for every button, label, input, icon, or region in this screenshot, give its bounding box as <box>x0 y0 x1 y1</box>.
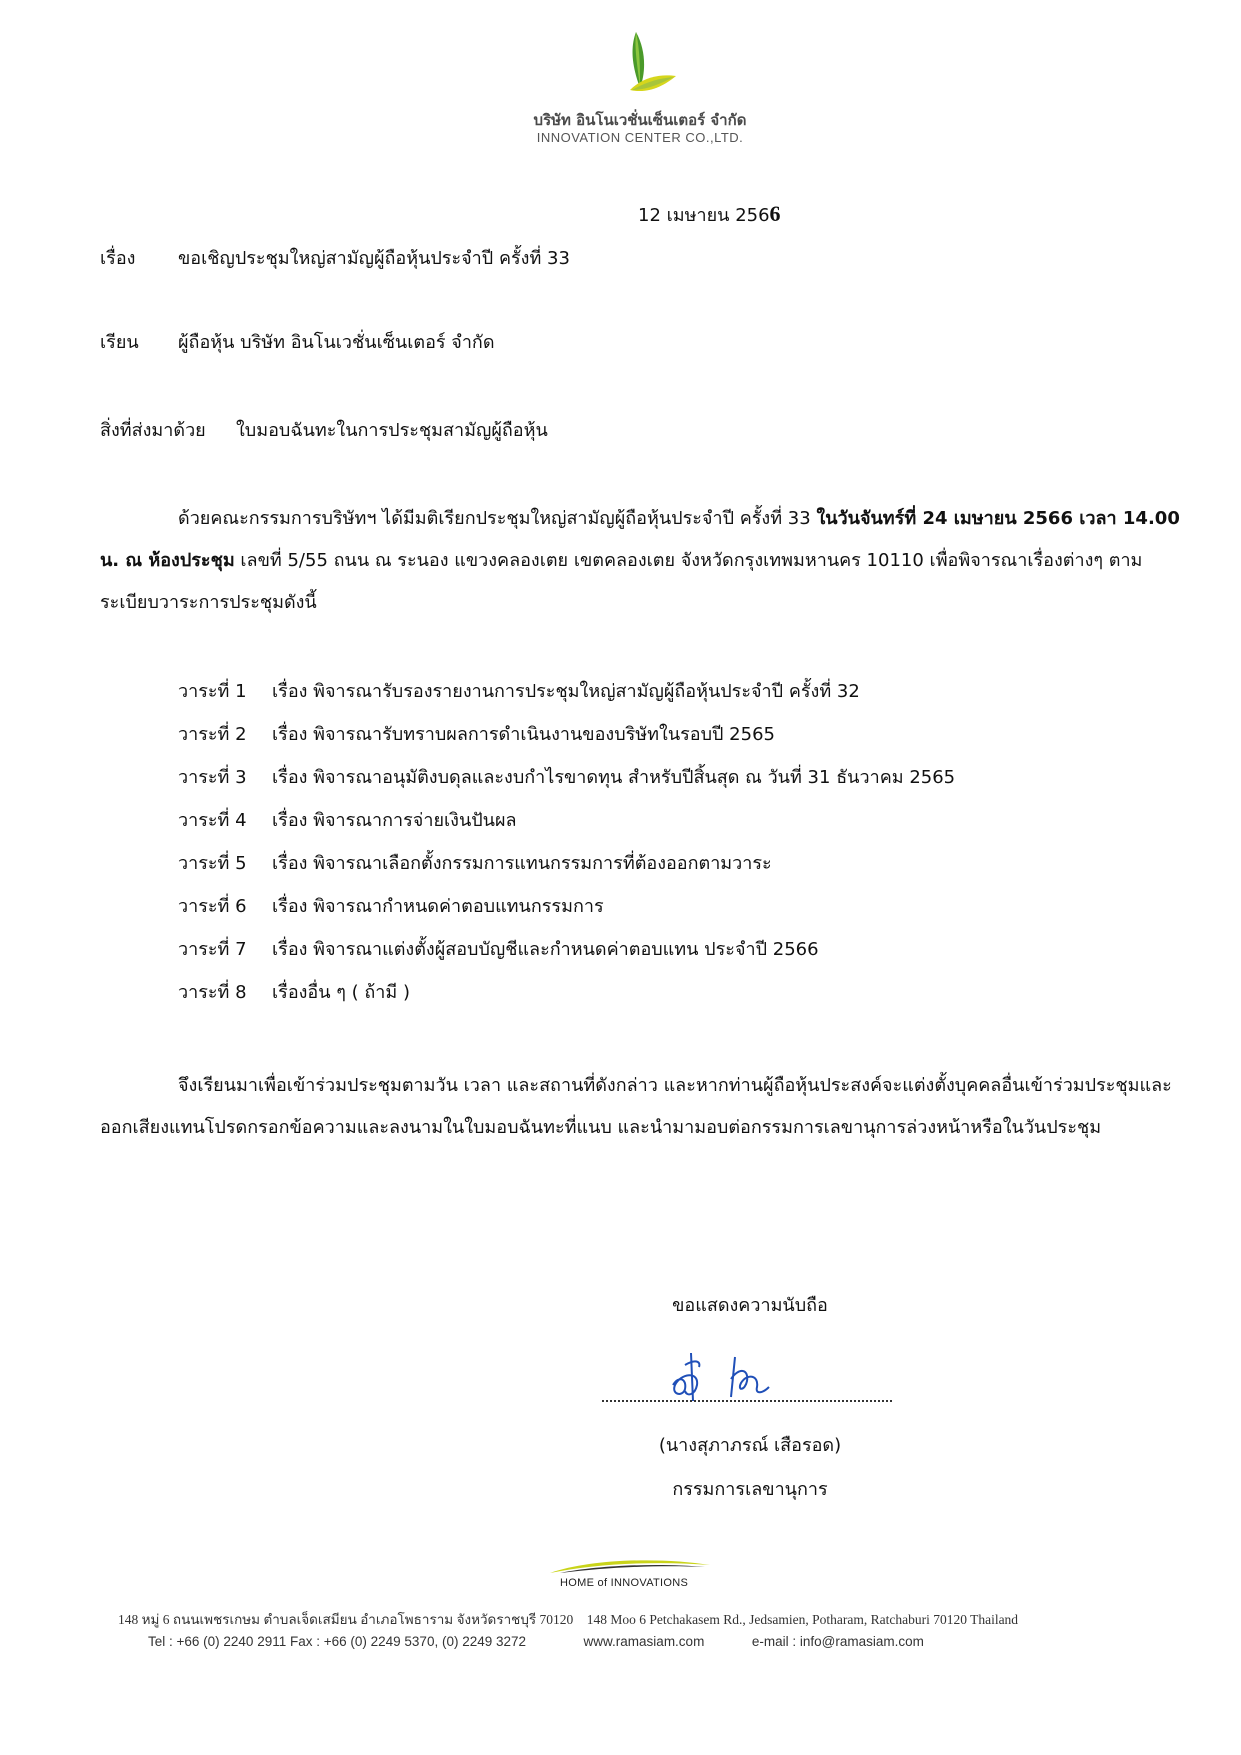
signer-name: (นางสุภาภรณ์ เสือรอด) <box>658 1435 842 1456</box>
footer-address-thai: 148 หมู่ 6 ถนนเพชรเกษม ตำบลเจ็ดเสมียน อำเภอโพธาราม จังหวัดราชบุรี 70120 <box>118 1612 574 1627</box>
footer-tagline: HOME of INNOVATIONS <box>560 1577 689 1589</box>
footer-phone: Tel : +66 (0) 2240 2911 Fax : +66 (0) 2249 5370, (0) 2249 3272 <box>148 1634 527 1649</box>
signature-image <box>665 1345 805 1405</box>
agenda-item-text: เรื่อง พิจารณากำหนดค่าตอบแทนกรรมการ <box>272 896 604 917</box>
signature-line <box>602 1400 892 1402</box>
enclosure-label: สิ่งที่ส่งมาด้วย <box>100 420 206 441</box>
leaf-logo-icon <box>610 30 680 110</box>
agenda-item-text: เรื่อง พิจารณาการจ่ายเงินปันผล <box>272 810 517 831</box>
to-text: ผู้ถือหุ้น บริษัท อินโนเวชั่นเซ็นเตอร์ จำกัด <box>178 332 495 353</box>
agenda-item-text: เรื่อง พิจารณาแต่งตั้งผู้สอบบัญชีและกำหนดค่าตอบแทน ประจำปี 2566 <box>272 939 819 960</box>
company-logo <box>520 30 760 160</box>
agenda-item <box>178 670 955 713</box>
letter-date <box>638 200 781 229</box>
footer-contact <box>148 1634 924 1649</box>
agenda-item-text: เรื่อง พิจารณารับทราบผลการดำเนินงานของบริษัทในรอบปี 2565 <box>272 724 775 745</box>
agenda-item-number: วาระที่ 6 <box>178 896 247 917</box>
to-label: เรียน <box>100 332 139 353</box>
company-name-english: INNOVATION CENTER CO.,LTD. <box>536 130 744 145</box>
letter-date-last-digit: 6 <box>769 201 781 226</box>
body-p1-location: เลขที่ 5/55 ถนน ณ ระนอง แขวงคลองเตย เขตคลองเตย จังหวัดกรุงเทพมหานคร 10110 เพื่อพิจารณาเรื่องต่างๆ ตามระเบียบวาระการประชุมดังนี้ <box>100 550 1143 613</box>
agenda-item-number: วาระที่ 4 <box>178 810 247 831</box>
body-p1-meeting-datetime: ในวันจันทร์ที่ 24 เมษายน 2566 เวลา 14.00 น. ณ ห้องประชุม <box>100 508 1180 571</box>
footer-address <box>118 1608 1018 1630</box>
agenda-item-text: เรื่อง พิจารณาอนุมัติงบดุลและงบกำไรขาดทุน สำหรับปีสิ้นสุด ณ วันที่ 31 ธันวาคม 2565 <box>272 767 956 788</box>
closing-text: ขอแสดงความนับถือ <box>672 1295 828 1316</box>
agenda-list <box>178 670 955 1014</box>
agenda-item-number: วาระที่ 3 <box>178 767 247 788</box>
footer-logo <box>540 1555 720 1595</box>
agenda-item <box>178 842 955 885</box>
agenda-item <box>178 713 955 756</box>
swoosh-icon <box>540 1555 720 1579</box>
agenda-item-number: วาระที่ 7 <box>178 939 247 960</box>
company-name-thai: บริษัท อินโนเวชั่นเซ็นเตอร์ จำกัด <box>533 111 747 129</box>
footer-email[interactable]: e-mail : info@ramasiam.com <box>751 1634 924 1649</box>
footer-address-english: 148 Moo 6 Petchakasem Rd., Jedsamien, Potharam, Ratchaburi 70120 Thailand <box>586 1612 1019 1627</box>
body-paragraph-1 <box>100 498 1185 624</box>
agenda-item-number: วาระที่ 2 <box>178 724 247 745</box>
agenda-item <box>178 756 955 799</box>
agenda-item-number: วาระที่ 8 <box>178 982 247 1003</box>
agenda-item-text: เรื่องอื่น ๆ ( ถ้ามี ) <box>272 982 411 1003</box>
body-p1-intro: ด้วยคณะกรรมการบริษัทฯ ได้มีมติเรียกประชุมใหญ่สามัญผู้ถือหุ้นประจำปี ครั้งที่ 33 <box>178 508 817 529</box>
agenda-item <box>178 971 955 1014</box>
agenda-item-number: วาระที่ 5 <box>178 853 247 874</box>
agenda-item-text: เรื่อง พิจารณารับรองรายงานการประชุมใหญ่สามัญผู้ถือหุ้นประจำปี ครั้งที่ 32 <box>272 681 860 702</box>
subject-text: ขอเชิญประชุมใหญ่สามัญผู้ถือหุ้นประจำปี ครั้งที่ 33 <box>178 248 570 269</box>
enclosure-text: ใบมอบฉันทะในการประชุมสามัญผู้ถือหุ้น <box>236 420 548 441</box>
agenda-item <box>178 885 955 928</box>
footer-website[interactable]: www.ramasiam.com <box>583 1634 705 1649</box>
signer-title: กรรมการเลขานุการ <box>672 1479 828 1500</box>
agenda-item-number: วาระที่ 1 <box>178 681 247 702</box>
agenda-item <box>178 928 955 971</box>
agenda-item-text: เรื่อง พิจารณาเลือกตั้งกรรมการแทนกรรมการที่ต้องออกตามวาระ <box>272 853 772 874</box>
body-p2-text: จึงเรียนมาเพื่อเข้าร่วมประชุมตามวัน เวลา และสถานที่ดังกล่าว และหากท่านผู้ถือหุ้นประสงค์จะแต่งตั้งบุคคลอื่นเข้าร่วมประชุมและออกเสียงแทนโปรดกรอกข้อความและลงนามในใบมอบฉันทะที่แนบ และนำมามอบต่อกรรมการเลขานุการล่วงหน้าหรือในวันประชุม <box>100 1075 1172 1138</box>
body-paragraph-2 <box>100 1065 1185 1149</box>
letter-date-main: 12 เมษายน 256 <box>638 205 770 226</box>
agenda-item <box>178 799 955 842</box>
subject-label: เรื่อง <box>100 248 136 269</box>
